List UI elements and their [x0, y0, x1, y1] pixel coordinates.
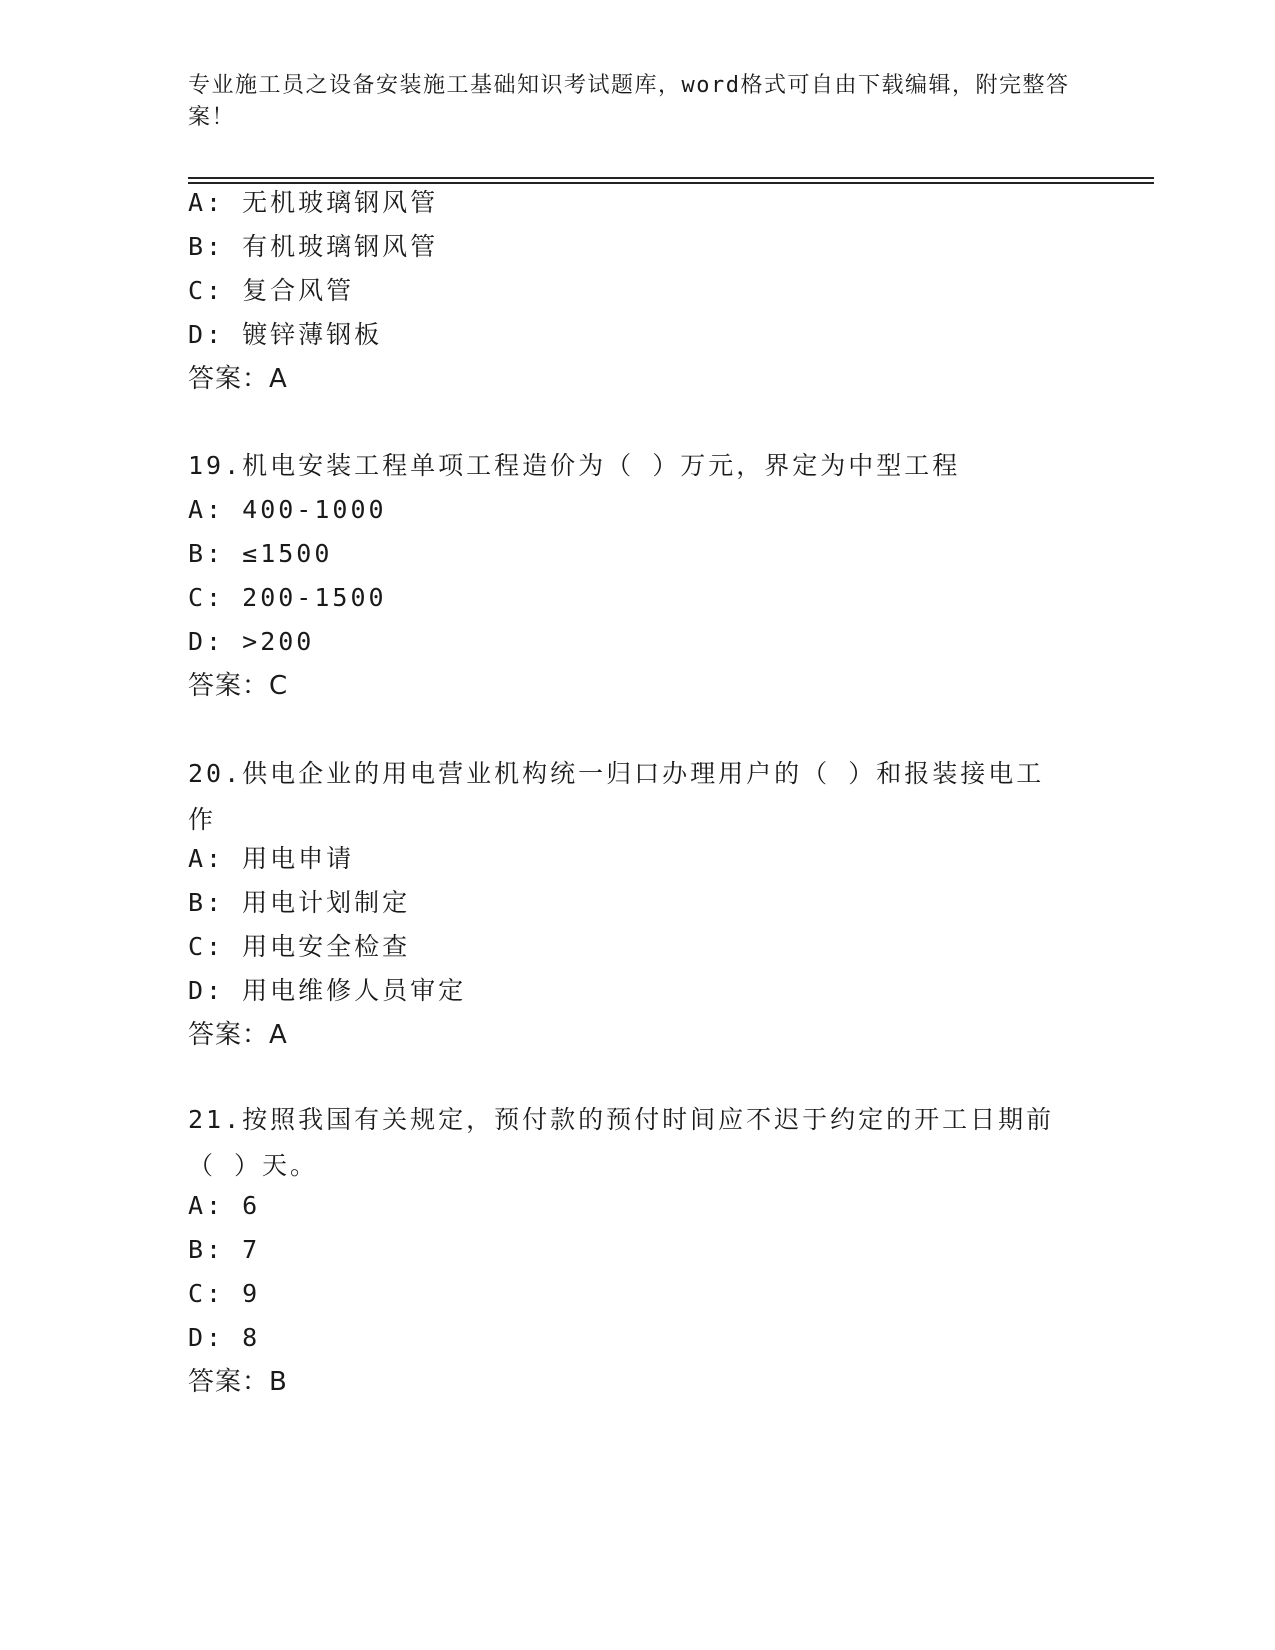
q20-option-d: D: 用电维修人员审定 — [188, 976, 467, 1005]
q21-option-a: A: 6 — [188, 1191, 261, 1220]
answer-label: 答案： — [188, 1367, 270, 1397]
q19-option-a: A: 400-1000 — [188, 495, 387, 524]
answer-label: 答案： — [188, 1020, 270, 1050]
answer-value: A — [269, 364, 288, 394]
q20-answer — [188, 1018, 288, 1052]
q21-option-b: B: 7 — [188, 1235, 261, 1264]
q21-option-d: D: 8 — [188, 1323, 261, 1352]
q19-answer — [188, 669, 288, 703]
q19-option-c: C: 200-1500 — [188, 583, 387, 612]
answer-label: 答案： — [188, 364, 270, 394]
answer-value: C — [269, 671, 289, 701]
q19-option-b: B: ≤1500 — [188, 539, 333, 568]
q18-option-d: D: 镀锌薄钢板 — [188, 320, 383, 349]
q21-option-c: C: 9 — [188, 1279, 261, 1308]
q19-option-d: D: >200 — [188, 627, 315, 656]
q19-question: 19.机电安装工程单项工程造价为（ ）万元，界定为中型工程 — [188, 451, 961, 480]
q21-question: 21.按照我国有关规定，预付款的预付时间应不迟于约定的开工日期前（ ）天。 — [188, 1105, 1055, 1180]
q20-option-c: C: 用电安全检查 — [188, 932, 411, 961]
header-divider-bottom — [188, 182, 1154, 184]
q18-option-b: B: 有机玻璃钢风管 — [188, 232, 439, 261]
q20-question: 20.供电企业的用电营业机构统一归口办理用户的（ ）和报装接电工作 — [188, 759, 1045, 834]
q20-option-a: A: 用电申请 — [188, 844, 355, 873]
answer-label: 答案： — [188, 671, 270, 701]
q20-option-b: B: 用电计划制定 — [188, 888, 411, 917]
q21-answer — [188, 1365, 288, 1399]
q18-option-a: A: 无机玻璃钢风管 — [188, 188, 439, 217]
q18-option-c: C: 复合风管 — [188, 276, 355, 305]
header-divider-top — [188, 177, 1154, 179]
answer-value: B — [269, 1367, 288, 1397]
answer-value: A — [269, 1020, 288, 1050]
document-header: 专业施工员之设备安装施工基础知识考试题库，word格式可自由下载编辑，附完整答案！ — [188, 73, 1070, 130]
q18-answer — [188, 362, 288, 396]
